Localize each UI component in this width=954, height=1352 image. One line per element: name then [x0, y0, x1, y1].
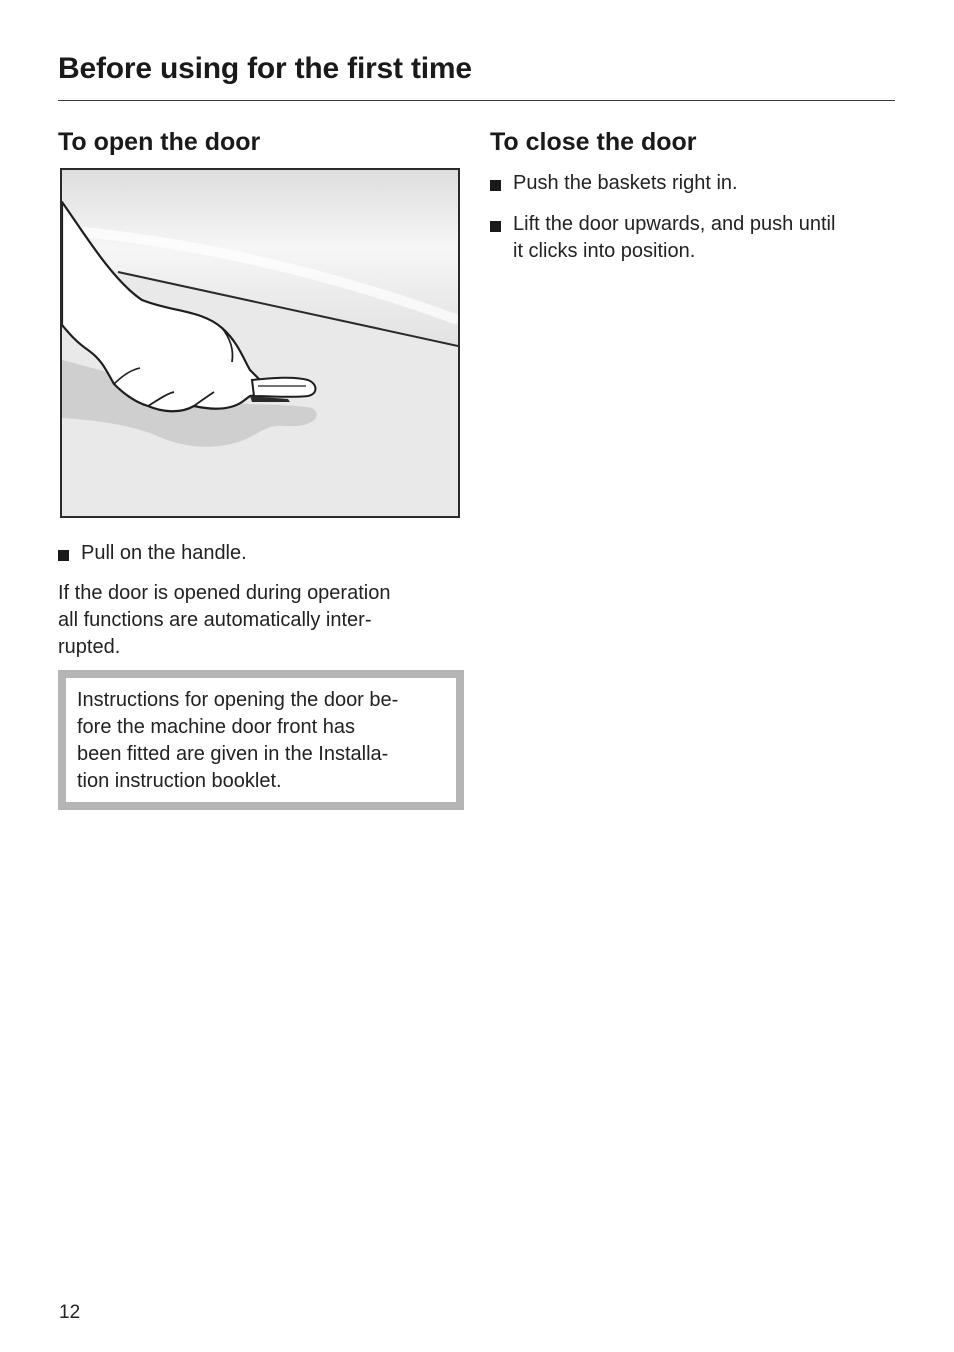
hand-pulling-handle-illustration — [62, 170, 458, 516]
bullet-square-icon — [490, 180, 501, 191]
bullet-square-icon — [58, 550, 69, 561]
open-door-heading: To open the door — [58, 128, 261, 156]
close-door-bullet — [490, 211, 918, 265]
door-opening-illustration — [60, 168, 460, 518]
bullet-square-icon — [490, 221, 501, 232]
installation-note-box — [58, 670, 464, 810]
interruption-paragraph — [58, 580, 466, 661]
open-door-bullet — [58, 540, 489, 567]
paragraph-line: all functions are automatically inter- — [58, 609, 372, 631]
note-line: been fitted are given in the Installa- — [77, 743, 389, 765]
note-line: Instructions for opening the door be- — [77, 689, 399, 711]
close-door-heading: To close the door — [490, 128, 697, 156]
title-divider — [58, 100, 895, 101]
close-door-bullet — [490, 170, 918, 197]
open-door-section — [58, 126, 466, 792]
page-title: Before using for the first time — [58, 52, 472, 85]
close-door-bullet-line: Lift the door upwards, and push until — [513, 213, 836, 235]
note-line: tion instruction booklet. — [77, 770, 282, 792]
close-door-bullet-line: it clicks into position. — [513, 240, 696, 262]
close-door-section — [490, 126, 895, 262]
close-door-bullet-text: Push the baskets right in. — [513, 172, 738, 194]
open-door-bullet-text: Pull on the handle. — [81, 542, 247, 564]
paragraph-line: If the door is opened during operation — [58, 582, 391, 604]
note-line: fore the machine door front has — [77, 716, 355, 738]
page-number: 12 — [59, 1302, 81, 1323]
paragraph-line: rupted. — [58, 636, 121, 658]
